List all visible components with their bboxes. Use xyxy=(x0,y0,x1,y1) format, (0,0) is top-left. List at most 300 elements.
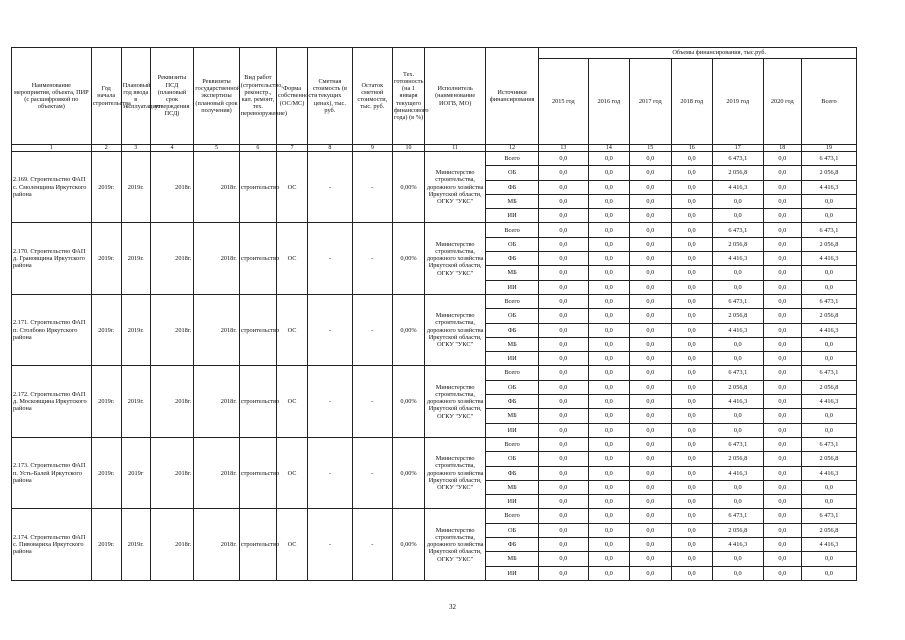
amount-cell: 0,0 xyxy=(630,409,671,423)
amount-cell: 0,0 xyxy=(763,523,801,537)
amount-cell: 4 416,3 xyxy=(712,180,763,194)
plan-year-cell: 2019г xyxy=(121,437,150,508)
header-start-year: Год начала строительства xyxy=(91,48,121,145)
amount-cell: 0,0 xyxy=(538,194,588,208)
amount-cell: 0,0 xyxy=(630,209,671,223)
source-cell: ОБ xyxy=(486,380,539,394)
amount-cell: 0,0 xyxy=(538,323,588,337)
header-psd: Реквизиты ПСД (плановый срок утверждения ПСД) xyxy=(150,48,193,145)
amount-cell: 0,0 xyxy=(630,437,671,451)
amount-cell: 6 473,1 xyxy=(801,223,856,237)
column-number: 18 xyxy=(763,145,801,152)
amount-cell: 0,0 xyxy=(671,466,712,480)
column-number: 5 xyxy=(194,145,240,152)
amount-cell: 0,0 xyxy=(588,352,629,366)
amount-cell: 0,0 xyxy=(763,452,801,466)
amount-cell: 0,0 xyxy=(763,352,801,366)
column-number: 13 xyxy=(538,145,588,152)
column-number: 7 xyxy=(277,145,308,152)
amount-cell: 0,0 xyxy=(588,395,629,409)
amount-cell: 0,0 xyxy=(763,509,801,523)
amount-cell: 6 473,1 xyxy=(712,437,763,451)
psd-cell: 2018г. xyxy=(150,366,193,437)
header-ownership: Форма собственности (ОС/МС) xyxy=(277,48,308,145)
amount-cell: 0,0 xyxy=(671,194,712,208)
object-name-cell: 2.172. Строительство ФАП д. Московщина Иркутского района xyxy=(12,366,92,437)
header-executor: Исполнитель (наименование ИОГВ, МО) xyxy=(425,48,486,145)
readiness-cell: 0,00% xyxy=(393,294,425,365)
amount-cell: 0,0 xyxy=(538,466,588,480)
expertise-cell: 2018г. xyxy=(194,509,240,580)
remainder-cell: - xyxy=(352,437,392,508)
ownership-cell: ОС xyxy=(277,366,308,437)
remainder-cell: - xyxy=(352,152,392,223)
amount-cell: 0,0 xyxy=(630,223,671,237)
readiness-cell: 0,00% xyxy=(393,437,425,508)
ownership-cell: ОС xyxy=(277,152,308,223)
amount-cell: 0,0 xyxy=(538,152,588,166)
amount-cell: 0,0 xyxy=(763,166,801,180)
amount-cell: 0,0 xyxy=(588,194,629,208)
amount-cell: 4 416,3 xyxy=(801,538,856,552)
cost-cell: - xyxy=(308,366,353,437)
work-type-cell: строительство xyxy=(239,152,276,223)
source-cell: ИИ xyxy=(486,495,539,509)
executor-cell: Министерство строительства, дорожного хозяйства Иркутской области, ОГКУ "УКС" xyxy=(425,366,486,437)
expertise-cell: 2018г. xyxy=(194,366,240,437)
amount-cell: 0,0 xyxy=(671,423,712,437)
amount-cell: 0,0 xyxy=(763,309,801,323)
header-plan-year: Плановый год ввода в эксплуатацию xyxy=(121,48,150,145)
amount-cell: 0,0 xyxy=(538,366,588,380)
ownership-cell: ОС xyxy=(277,294,308,365)
amount-cell: 0,0 xyxy=(671,180,712,194)
expertise-cell: 2018г. xyxy=(194,437,240,508)
amount-cell: 0,0 xyxy=(712,423,763,437)
amount-cell: 0,0 xyxy=(712,280,763,294)
amount-cell: 0,0 xyxy=(588,309,629,323)
amount-cell: 0,0 xyxy=(801,423,856,437)
amount-cell: 0,0 xyxy=(671,266,712,280)
amount-cell: 0,0 xyxy=(630,252,671,266)
table-row xyxy=(12,294,857,308)
ownership-cell: ОС xyxy=(277,509,308,580)
amount-cell: 0,0 xyxy=(671,552,712,566)
remainder-cell: - xyxy=(352,223,392,294)
amount-cell: 0,0 xyxy=(763,337,801,351)
amount-cell: 0,0 xyxy=(538,566,588,580)
amount-cell: 0,0 xyxy=(801,266,856,280)
amount-cell: 6 473,1 xyxy=(712,152,763,166)
column-number: 19 xyxy=(801,145,856,152)
amount-cell: 2 056,8 xyxy=(801,380,856,394)
amount-cell: 0,0 xyxy=(763,538,801,552)
source-cell: МБ xyxy=(486,409,539,423)
amount-cell: 0,0 xyxy=(763,366,801,380)
executor-cell: Министерство строительства, дорожного хозяйства Иркутской области, ОГКУ "УКС" xyxy=(425,437,486,508)
amount-cell: 0,0 xyxy=(671,294,712,308)
amount-cell: 0,0 xyxy=(538,352,588,366)
amount-cell: 0,0 xyxy=(671,209,712,223)
amount-cell: 0,0 xyxy=(538,423,588,437)
amount-cell: 6 473,1 xyxy=(801,437,856,451)
amount-cell: 0,0 xyxy=(671,495,712,509)
amount-cell: 0,0 xyxy=(538,237,588,251)
column-number: 17 xyxy=(712,145,763,152)
work-type-cell: строительство xyxy=(239,223,276,294)
readiness-cell: 0,00% xyxy=(393,152,425,223)
header-name: Наименование мероприятия, объекта, ПИР (с расшифровкой по объектам) xyxy=(12,48,92,145)
column-number: 12 xyxy=(486,145,539,152)
ownership-cell: ОС xyxy=(277,437,308,508)
source-cell: МБ xyxy=(486,194,539,208)
amount-cell: 0,0 xyxy=(763,395,801,409)
amount-cell: 0,0 xyxy=(538,309,588,323)
start-year-cell: 2019г. xyxy=(91,437,121,508)
amount-cell: 0,0 xyxy=(538,266,588,280)
amount-cell: 6 473,1 xyxy=(712,294,763,308)
readiness-cell: 0,00% xyxy=(393,223,425,294)
amount-cell: 0,0 xyxy=(671,237,712,251)
amount-cell: 0,0 xyxy=(588,152,629,166)
executor-cell: Министерство строительства, дорожного хозяйства Иркутской области, ОГКУ "УКС" xyxy=(425,152,486,223)
amount-cell: 0,0 xyxy=(671,437,712,451)
amount-cell: 0,0 xyxy=(801,352,856,366)
amount-cell: 0,0 xyxy=(630,194,671,208)
amount-cell: 0,0 xyxy=(538,523,588,537)
source-cell: Всего xyxy=(486,223,539,237)
amount-cell: 0,0 xyxy=(538,223,588,237)
source-cell: МБ xyxy=(486,552,539,566)
amount-cell: 0,0 xyxy=(671,566,712,580)
amount-cell: 0,0 xyxy=(588,495,629,509)
amount-cell: 0,0 xyxy=(671,509,712,523)
object-name-cell: 2.173. Строительство ФАП п. Усть-Балей Иркутского района xyxy=(12,437,92,508)
table-row xyxy=(12,437,857,451)
amount-cell: 0,0 xyxy=(671,323,712,337)
amount-cell: 0,0 xyxy=(630,538,671,552)
table-row xyxy=(12,152,857,166)
amount-cell: 0,0 xyxy=(588,223,629,237)
column-number: 1 xyxy=(12,145,92,152)
amount-cell: 0,0 xyxy=(671,337,712,351)
amount-cell: 2 056,8 xyxy=(801,523,856,537)
cost-cell: - xyxy=(308,437,353,508)
header-expertise: Реквизиты государственной экспертизы (плановый срок получения) xyxy=(194,48,240,145)
source-cell: ФБ xyxy=(486,466,539,480)
source-cell: ИИ xyxy=(486,423,539,437)
amount-cell: 0,0 xyxy=(671,252,712,266)
amount-cell: 2 056,8 xyxy=(712,309,763,323)
amount-cell: 0,0 xyxy=(538,452,588,466)
source-cell: ОБ xyxy=(486,452,539,466)
column-number: 4 xyxy=(150,145,193,152)
amount-cell: 0,0 xyxy=(801,409,856,423)
amount-cell: 2 056,8 xyxy=(801,237,856,251)
amount-cell: 0,0 xyxy=(630,466,671,480)
amount-cell: 0,0 xyxy=(801,552,856,566)
amount-cell: 0,0 xyxy=(763,423,801,437)
amount-cell: 0,0 xyxy=(712,352,763,366)
column-number: 14 xyxy=(588,145,629,152)
start-year-cell: 2019г. xyxy=(91,366,121,437)
source-cell: Всего xyxy=(486,152,539,166)
amount-cell: 0,0 xyxy=(712,337,763,351)
amount-cell: 0,0 xyxy=(538,538,588,552)
plan-year-cell: 2019г. xyxy=(121,223,150,294)
amount-cell: 2 056,8 xyxy=(801,452,856,466)
amount-cell: 0,0 xyxy=(538,209,588,223)
amount-cell: 0,0 xyxy=(763,380,801,394)
expertise-cell: 2018г. xyxy=(194,152,240,223)
amount-cell: 6 473,1 xyxy=(801,366,856,380)
column-number: 2 xyxy=(91,145,121,152)
financing-table xyxy=(11,47,857,581)
amount-cell: 0,0 xyxy=(763,480,801,494)
amount-cell: 0,0 xyxy=(630,423,671,437)
amount-cell: 0,0 xyxy=(630,480,671,494)
amount-cell: 0,0 xyxy=(801,480,856,494)
amount-cell: 0,0 xyxy=(630,180,671,194)
amount-cell: 0,0 xyxy=(763,409,801,423)
column-number: 10 xyxy=(393,145,425,152)
amount-cell: 0,0 xyxy=(630,509,671,523)
amount-cell: 0,0 xyxy=(630,337,671,351)
plan-year-cell: 2019г. xyxy=(121,294,150,365)
header-year-2018: 2018 год xyxy=(671,59,712,145)
amount-cell: 0,0 xyxy=(763,152,801,166)
amount-cell: 0,0 xyxy=(588,437,629,451)
amount-cell: 0,0 xyxy=(630,166,671,180)
source-cell: ОБ xyxy=(486,166,539,180)
table-row xyxy=(12,223,857,237)
source-cell: ОБ xyxy=(486,237,539,251)
amount-cell: 0,0 xyxy=(588,409,629,423)
amount-cell: 0,0 xyxy=(763,194,801,208)
plan-year-cell: 2019г. xyxy=(121,366,150,437)
header-sources: Источники финансирования xyxy=(486,48,539,145)
amount-cell: 6 473,1 xyxy=(801,509,856,523)
amount-cell: 0,0 xyxy=(630,266,671,280)
amount-cell: 0,0 xyxy=(671,538,712,552)
expertise-cell: 2018г. xyxy=(194,294,240,365)
amount-cell: 0,0 xyxy=(801,194,856,208)
psd-cell: 2018г. xyxy=(150,294,193,365)
amount-cell: 0,0 xyxy=(538,180,588,194)
amount-cell: 0,0 xyxy=(671,409,712,423)
table-row xyxy=(12,509,857,523)
table-row xyxy=(12,366,857,380)
source-cell: ИИ xyxy=(486,280,539,294)
column-number: 9 xyxy=(352,145,392,152)
header-year-2019: 2019 год xyxy=(712,59,763,145)
cost-cell: - xyxy=(308,509,353,580)
amount-cell: 0,0 xyxy=(671,280,712,294)
start-year-cell: 2019г. xyxy=(91,294,121,365)
amount-cell: 0,0 xyxy=(630,523,671,537)
remainder-cell: - xyxy=(352,366,392,437)
amount-cell: 0,0 xyxy=(630,552,671,566)
amount-cell: 0,0 xyxy=(630,366,671,380)
source-cell: МБ xyxy=(486,266,539,280)
psd-cell: 2018г. xyxy=(150,223,193,294)
header-year-2020: 2020 год xyxy=(763,59,801,145)
amount-cell: 0,0 xyxy=(630,323,671,337)
source-cell: ИИ xyxy=(486,352,539,366)
amount-cell: 0,0 xyxy=(630,566,671,580)
amount-cell: 0,0 xyxy=(538,280,588,294)
source-cell: ФБ xyxy=(486,180,539,194)
amount-cell: 0,0 xyxy=(538,294,588,308)
ownership-cell: ОС xyxy=(277,223,308,294)
amount-cell: 0,0 xyxy=(630,495,671,509)
cost-cell: - xyxy=(308,223,353,294)
amount-cell: 0,0 xyxy=(538,495,588,509)
amount-cell: 0,0 xyxy=(588,209,629,223)
plan-year-cell: 2019г. xyxy=(121,152,150,223)
amount-cell: 2 056,8 xyxy=(712,523,763,537)
amount-cell: 4 416,3 xyxy=(712,538,763,552)
amount-cell: 0,0 xyxy=(671,366,712,380)
object-name-cell: 2.170. Строительство ФАП д. Грановщина Иркутского района xyxy=(12,223,92,294)
start-year-cell: 2019г. xyxy=(91,509,121,580)
amount-cell: 0,0 xyxy=(588,266,629,280)
readiness-cell: 0,00% xyxy=(393,509,425,580)
amount-cell: 0,0 xyxy=(538,337,588,351)
amount-cell: 0,0 xyxy=(712,495,763,509)
amount-cell: 0,0 xyxy=(763,466,801,480)
work-type-cell: строительство xyxy=(239,437,276,508)
amount-cell: 0,0 xyxy=(630,280,671,294)
psd-cell: 2018г. xyxy=(150,152,193,223)
executor-cell: Министерство строительства, дорожного хозяйства Иркутской области, ОГКУ "УКС" xyxy=(425,509,486,580)
source-cell: ИИ xyxy=(486,566,539,580)
amount-cell: 2 056,8 xyxy=(712,380,763,394)
amount-cell: 0,0 xyxy=(763,294,801,308)
amount-cell: 0,0 xyxy=(763,437,801,451)
amount-cell: 0,0 xyxy=(763,237,801,251)
amount-cell: 0,0 xyxy=(588,237,629,251)
amount-cell: 0,0 xyxy=(712,552,763,566)
amount-cell: 0,0 xyxy=(801,566,856,580)
amount-cell: 0,0 xyxy=(671,523,712,537)
psd-cell: 2018г. xyxy=(150,509,193,580)
amount-cell: 0,0 xyxy=(712,409,763,423)
amount-cell: 0,0 xyxy=(538,409,588,423)
remainder-cell: - xyxy=(352,509,392,580)
amount-cell: 0,0 xyxy=(538,437,588,451)
amount-cell: 0,0 xyxy=(588,552,629,566)
amount-cell: 0,0 xyxy=(538,509,588,523)
amount-cell: 0,0 xyxy=(588,480,629,494)
amount-cell: 0,0 xyxy=(588,252,629,266)
amount-cell: 0,0 xyxy=(538,252,588,266)
amount-cell: 0,0 xyxy=(538,166,588,180)
header-year-2017: 2017 год xyxy=(630,59,671,145)
amount-cell: 0,0 xyxy=(588,180,629,194)
amount-cell: 0,0 xyxy=(801,209,856,223)
amount-cell: 0,0 xyxy=(671,452,712,466)
source-cell: Всего xyxy=(486,366,539,380)
object-name-cell: 2.169. Строительство ФАП с. Смоленщина Иркутского района xyxy=(12,152,92,223)
source-cell: МБ xyxy=(486,337,539,351)
amount-cell: 0,0 xyxy=(630,237,671,251)
header-total: Всего xyxy=(801,59,856,145)
amount-cell: 4 416,3 xyxy=(801,252,856,266)
source-cell: МБ xyxy=(486,480,539,494)
source-cell: Всего xyxy=(486,509,539,523)
object-name-cell: 2.171. Строительство ФАП п. Столбово Иркутского района xyxy=(12,294,92,365)
amount-cell: 6 473,1 xyxy=(712,509,763,523)
amount-cell: 4 416,3 xyxy=(801,395,856,409)
plan-year-cell: 2019г. xyxy=(121,509,150,580)
amount-cell: 4 416,3 xyxy=(801,466,856,480)
amount-cell: 2 056,8 xyxy=(801,309,856,323)
amount-cell: 0,0 xyxy=(630,294,671,308)
amount-cell: 0,0 xyxy=(671,480,712,494)
header-readiness: Тех. готовность (на 1 января текущего финансового года) (в %) xyxy=(393,48,425,145)
column-number: 8 xyxy=(308,145,353,152)
amount-cell: 0,0 xyxy=(801,495,856,509)
source-cell: ОБ xyxy=(486,523,539,537)
amount-cell: 0,0 xyxy=(588,423,629,437)
header-work-type: Вид работ (строительство, реконстр., кап. ремонт, тех. перевооружение) xyxy=(239,48,276,145)
column-number: 3 xyxy=(121,145,150,152)
start-year-cell: 2019г. xyxy=(91,152,121,223)
column-number: 16 xyxy=(671,145,712,152)
amount-cell: 0,0 xyxy=(588,523,629,537)
amount-cell: 2 056,8 xyxy=(712,452,763,466)
source-cell: ФБ xyxy=(486,252,539,266)
amount-cell: 0,0 xyxy=(801,337,856,351)
readiness-cell: 0,00% xyxy=(393,366,425,437)
amount-cell: 0,0 xyxy=(588,566,629,580)
source-cell: Всего xyxy=(486,437,539,451)
amount-cell: 4 416,3 xyxy=(712,395,763,409)
amount-cell: 0,0 xyxy=(588,380,629,394)
column-number-row xyxy=(12,145,857,152)
executor-cell: Министерство строительства, дорожного хозяйства Иркутской области, ОГКУ "УКС" xyxy=(425,223,486,294)
amount-cell: 0,0 xyxy=(588,280,629,294)
amount-cell: 0,0 xyxy=(630,380,671,394)
amount-cell: 0,0 xyxy=(588,466,629,480)
amount-cell: 0,0 xyxy=(763,323,801,337)
source-cell: ФБ xyxy=(486,538,539,552)
amount-cell: 0,0 xyxy=(763,252,801,266)
amount-cell: 4 416,3 xyxy=(712,252,763,266)
amount-cell: 0,0 xyxy=(712,194,763,208)
source-cell: ФБ xyxy=(486,323,539,337)
work-type-cell: строительство xyxy=(239,366,276,437)
amount-cell: 0,0 xyxy=(588,337,629,351)
amount-cell: 0,0 xyxy=(538,552,588,566)
header-year-2015: 2015 год xyxy=(538,59,588,145)
amount-cell: 0,0 xyxy=(763,266,801,280)
amount-cell: 0,0 xyxy=(630,309,671,323)
amount-cell: 4 416,3 xyxy=(801,323,856,337)
amount-cell: 0,0 xyxy=(588,366,629,380)
amount-cell: 0,0 xyxy=(588,294,629,308)
column-number: 15 xyxy=(630,145,671,152)
amount-cell: 0,0 xyxy=(712,266,763,280)
amount-cell: 0,0 xyxy=(712,480,763,494)
amount-cell: 0,0 xyxy=(671,380,712,394)
amount-cell: 0,0 xyxy=(630,152,671,166)
cost-cell: - xyxy=(308,294,353,365)
amount-cell: 0,0 xyxy=(630,395,671,409)
amount-cell: 0,0 xyxy=(588,452,629,466)
amount-cell: 0,0 xyxy=(763,552,801,566)
